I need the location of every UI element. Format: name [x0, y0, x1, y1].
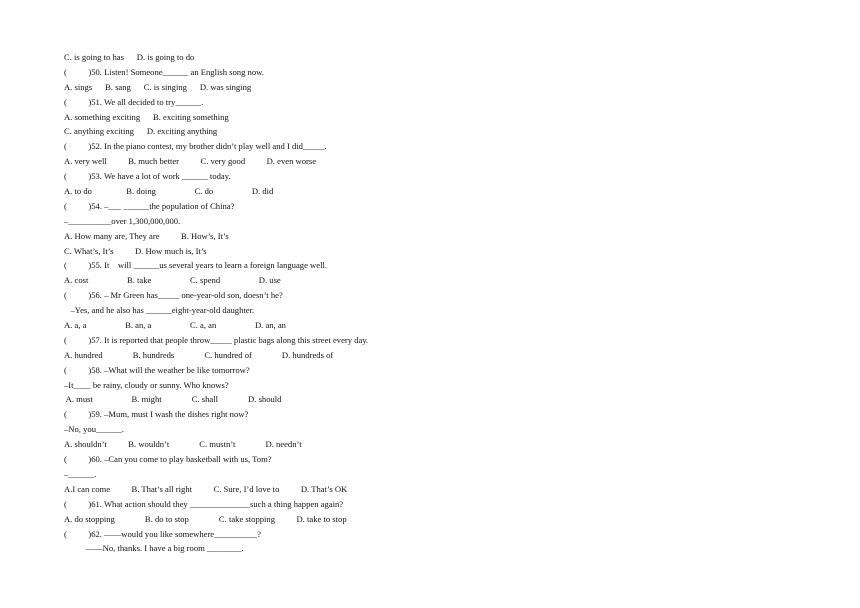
question-59: ( )59. –Mum, must I wash the dishes right now?: [64, 409, 249, 420]
question-55: ( )55. It will ______us several years to learn a foreign language well.: [64, 260, 327, 271]
question-56-reply: –Yes, and he also has ______eight-year-old daughter.: [64, 305, 255, 316]
options-57: A. hundred B. hundreds C. hundred of D. hundreds of: [64, 349, 334, 360]
question-60: ( )60. –Can you come to play basketball with us, Tom?: [64, 454, 272, 465]
question-60-reply: –______.: [64, 468, 97, 479]
options-56: A. a, a B. an, a C. a, an D. an, an: [64, 320, 286, 331]
question-57: ( )57. It is reported that people throw_____ plastic bags along this street every day.: [64, 334, 369, 345]
options-51-b: C. anything exciting D. exciting anything: [64, 126, 218, 137]
options-61: A. do stopping B. do to stop C. take stopping D. take to stop: [64, 513, 347, 524]
options-53: A. to do B. doing C. do D. did: [64, 186, 274, 197]
question-56: ( )56. – Mr Green has_____ one-year-old son, doesn’t he?: [64, 290, 283, 301]
question-59-reply: –No, you______.: [64, 424, 124, 435]
question-62: ( )62. ——would you like somewhere__________?: [64, 528, 261, 539]
options-58: A. must B. might C. shall D. should: [64, 394, 282, 405]
question-58-reply: –It____ be rainy, cloudy or sunny. Who knows?: [64, 379, 229, 390]
option-line: C. is going to has D. is going to do: [64, 52, 195, 62]
options-55: A. cost B. take C. spend D. use: [64, 275, 281, 286]
question-50: ( )50. Listen! Someone______ an English song now.: [64, 66, 264, 77]
options-59: A. shouldn’t B. wouldn’t C. mustn’t D. needn’t: [64, 439, 302, 450]
options-52: A. very well B. much better C. very good D. even worse: [64, 156, 317, 167]
options-54-b: C. What’s, It’s D. How much is, It’s: [64, 245, 207, 256]
question-61: ( )61. What action should they ______________such a thing happen again?: [64, 498, 344, 509]
question-53: ( )53. We have a lot of work ______ today.: [64, 171, 231, 182]
options-51-a: A. something exciting B. exciting something: [64, 111, 229, 122]
question-62-reply: ——No, thanks. I have a big room ________.: [64, 543, 244, 554]
options-50: A. sings B. sang C. is singing D. was singing: [64, 81, 252, 92]
options-54-a: A. How many are, They are B. How’s, It’s: [64, 230, 229, 241]
question-52: ( )52. In the piano contest, my brother didn’t play well and I did_____.: [64, 141, 327, 152]
question-54: ( )54. –___ ______the population of China?: [64, 200, 235, 211]
options-60: A.I can come B. That’s all right C. Sure, I’d love to D. That’s OK: [64, 483, 348, 494]
question-54-reply: –__________over 1,300,000,000.: [64, 215, 181, 226]
question-58: ( )58. –What will the weather be like tomorrow?: [64, 364, 250, 375]
question-list: [64, 50, 764, 556]
question-51: ( )51. We all decided to try______.: [64, 96, 204, 107]
